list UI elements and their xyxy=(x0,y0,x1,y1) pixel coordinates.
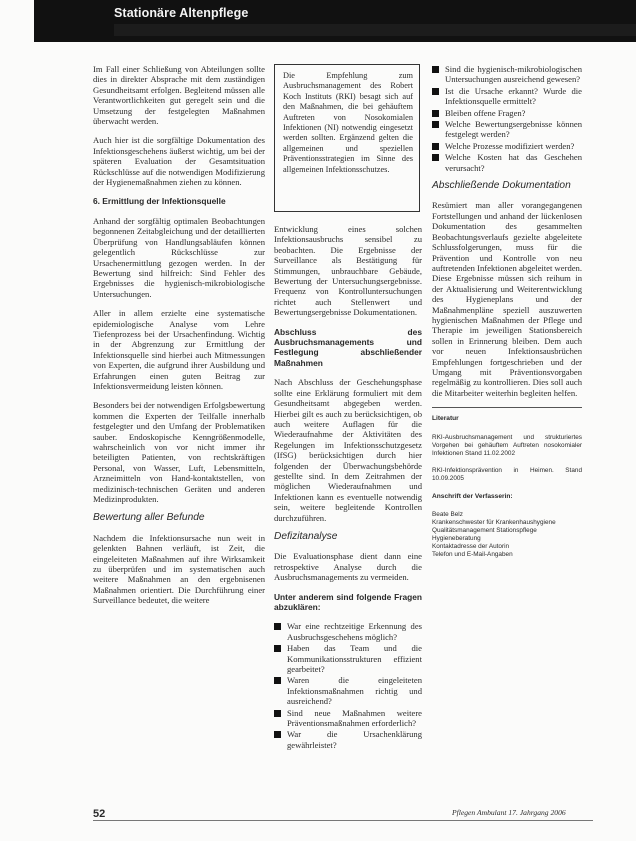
list-item: War eine rechtzeitige Erkennung des Ausbruchsgeschehens möglich? xyxy=(274,621,422,642)
address-line: Krankenschwester für Krankenhaushygiene xyxy=(432,519,556,526)
section-heading: Unter anderem sind folgende Fragen abzuklären: xyxy=(274,591,422,612)
question-list xyxy=(432,64,582,173)
list-item: Welche Kosten hat das Geschehen verursacht? xyxy=(432,152,582,173)
page-number: 52 xyxy=(93,808,106,820)
paragraph: Nachdem die Infektionsursache nun weit in gelenkten Bahnen verläuft, ist Zeit, die eingeleiteten Maßnahmen auf ihre Wirksamkeit zu überprüfen und im systematischen auch weitere Maßnahmen an den ergebnisenen Maßnahmen orientiert. Die Durchführung einer Surveillance bedeutet, die weitere xyxy=(93,532,265,606)
paragraph: Auch hier ist die sorgfältige Dokumentation des Infektionsgeschehens äußerst wichtig, um bei der späteren Evaluation der Gesamtsituation Rückschlüsse auf die notwendigen Modifizierung der Hygienemaßnahmen ziehen zu können. xyxy=(93,135,265,188)
paragraph: Entwicklung eines solchen Infektionsausbruchs sensibel zu beobachten. Die Ergebnisse der Surveillance als Bestätigung für Stimmungen, unbrauchbare Gebäude, Bewertung der Untersuchungsergebnisse. Frequenz von Kontrolluntersuchungen richtet auch Stellenwert und Bewertungsergebnisse Dokumentationen. xyxy=(274,224,422,318)
list-item: Waren die eingeleiteten Infektionsmaßnahmen richtig und ausreichend? xyxy=(274,675,422,706)
list-item: Sind neue Maßnahmen weitere Präventionsmaßnahmen erforderlich? xyxy=(274,708,422,729)
paragraph: Besonders bei der notwendigen Erfolgsbewertung kommen die Experten der Teilfalle innerhalb festgelegter und den Umfang der Problematiken sauber. Endoskopische Kenngrößenmodelle, wahrscheinlich von vor nicht immer ihr beteiligten Patienten, von rechtskräftigen Personal, von Wasser, Luft, Lebensmitteln, Arzneimitteln von Hand-kontaktstellen, von medizinisch-technischen Geräten und anderen Medizinprodukten. xyxy=(93,400,265,505)
author-address xyxy=(432,511,582,559)
question-list xyxy=(274,621,422,750)
literature-title: Literatur xyxy=(432,415,459,423)
address-line: Hygieneberatung xyxy=(432,535,481,542)
paragraph: Resümiert man aller vorangegangenen Fortstellungen und anhand der lückenlosen Dokumentation des gesammelten Beobachtungsverlaufs gezielte abgeleitete Schlussfolgerungen, muss für die Prävention und Kontrolle von neu auftretenden Infektionen abgeleitet werden. Diese Ergebnisse müssen sich reihum in der Aktualisierung und Weiterentwicklung des Hygieneplans und der Maßnahmenpläne speziell auszuwerten hygienischen Maßnahmen der Pflege und Therapie im jeweiligen Stationsbereich sollen in Erinnerung bleiben. Dem auch vor neuen Infektionsausbrüchen Empfehlungen fortgeschrieben und der Umgang mit Präventionsvorgaben regelmäßig zu kontrollieren. Dies soll auch die Mitarbeiter weiterhin begleiten helfen. xyxy=(432,200,582,398)
column-1 xyxy=(93,64,265,615)
section-heading: Abschluss des Ausbruchsmanagements und Festlegung abschließender Maßnahmen xyxy=(274,326,422,368)
list-item: Welche Prozesse modifiziert werden? xyxy=(432,141,582,151)
info-box-text: Die Empfehlung zum Ausbruchsmanagement des Robert Koch Instituts (RKI) besagt sich auf den Maßnahmen, die bei gehäuftem Auftreten von Nosokomialen Infektionen (NI) notwendig eingesetzt werden sollten. Ergänzend gelten die allgemeinen und speziellen Präventionsstrategien im Sinne des allgemeinen Infektionsschutzes. xyxy=(283,71,413,174)
paragraph: Nach Abschluss der Geschehungsphase sollte eine Erklärung formuliert mit dem Gesundheitsamt abgegeben werden. Hierbei gilt es auch zu berücksichtigen, ob auch weitere Auflagen für die Wiederaufnahme der Aktivitäten des Regelungen im Infektionsschutzgesetz (IfSG) berücksichtigen durch hier folgenden der Überwachungsbehörde gestellte sind. In dem Zeitrahmen der möglichen Wiederaufnahmen und Infektionen kann es eventuelle notwendig sein, weitere begleitende Kontrollen durchzuführen. xyxy=(274,377,422,523)
address-line: Telefon und E-Mail-Angaben xyxy=(432,551,513,558)
list-item: War die Ursachenklärung gewährleistet? xyxy=(274,729,422,750)
footer-rule xyxy=(93,820,593,821)
list-item: Sind die hygienisch-mikrobiologischen Untersuchungen ausreichend gewesen? xyxy=(432,64,582,85)
reference: RKI-Ausbruchsmanagement und strukturiertes Vorgehen bei gehäuftem Auftreten nosokomialer Infektionen Stand 11.02.2002 xyxy=(432,433,582,457)
journal-citation: Pflegen Ambulant 17. Jahrgang 2006 xyxy=(452,808,566,817)
paragraph: Die Evaluationsphase dient dann eine retrospektive Analyse durch die Ausbruchsmanagements zu vermeiden. xyxy=(274,551,422,583)
address-line: Kontaktadresse der Autorin xyxy=(432,543,510,550)
paragraph: Aller in allem erzielte eine systematische epidemiologische Analyse vom Lehre Tiefenprozess bei der Ursachenfindung. Wichtig in der Abgrenzung zur Ermittlung der Infektionsquelle sind hierbei auch Mitmessungen von Experten, die aufgrund ihrer Ausbildung und Erfahrungen einen guten Beitrag zur Infektionsvermeidung leisten können. xyxy=(93,308,265,391)
header-bar xyxy=(34,0,636,42)
paragraph: Im Fall einer Schließung von Abteilungen sollte dies in direkter Absprache mit dem zuständigen Gesundheitsamt erfolgen. Begleitend müssen alle Verantwortlichkeiten gut geregelt sein und die Umsetzung der festgelegten Maßnahmen überwacht werden. xyxy=(93,64,265,127)
list-item: Haben das Team und die Kommunikationsstrukturen effizient gearbeitet? xyxy=(274,643,422,674)
author-title: Anschrift der Verfasserin: xyxy=(432,492,513,500)
list-item: Welche Bewertungsergebnisse können festgelegt werden? xyxy=(432,119,582,140)
page-section-title: Stationäre Altenpflege xyxy=(114,6,249,20)
list-item: Ist die Ursache erkannt? Wurde die Infektionsquelle ermittelt? xyxy=(432,86,582,107)
section-heading-italic: Defizitanalyse xyxy=(274,530,338,542)
section-heading-italic: Bewertung aller Befunde xyxy=(93,512,205,524)
info-box xyxy=(274,64,420,212)
reference: RKI-Infektionsprävention in Heimen. Stand 10.09.2005 xyxy=(432,466,582,482)
address-line: Qualitätsmanagement Stationspflege xyxy=(432,527,537,534)
address-line: Beate Belz xyxy=(432,511,463,518)
column-3 xyxy=(432,64,582,565)
section-heading: 6. Ermittlung der Infektionsquelle xyxy=(93,196,226,207)
section-heading-italic: Abschließende Dokumentation xyxy=(432,180,571,192)
list-item: Bleiben offene Fragen? xyxy=(432,108,582,118)
paragraph: Anhand der sorgfältig optimalen Beobachtungen begonnenen Zeitabgleichung und der detaillierten Überprüfung von Handlungsabläufen können gelegentlich Rückschlüsse zur Ursachenermittlung gezogen werden. In der Bewertung sind hilfreich: Sind Fehler des Ergebnisses die hygienisch-mikrobiologische Untersuchungen. xyxy=(93,215,265,299)
divider xyxy=(432,407,582,408)
header-band xyxy=(114,24,636,36)
column-2 xyxy=(274,224,422,758)
